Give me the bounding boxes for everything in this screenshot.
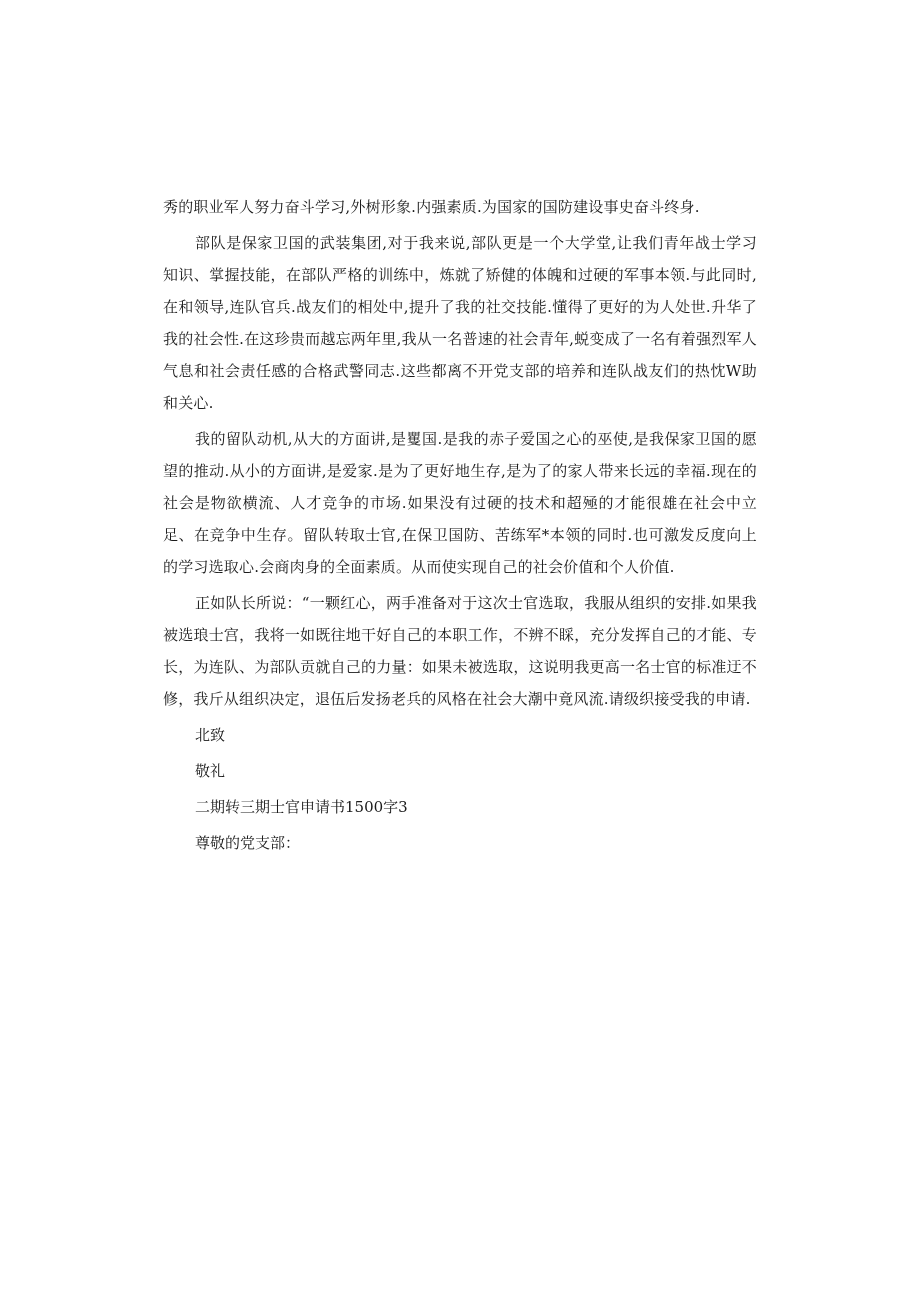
paragraph-motivation: 我的留队动机,从大的方面讲,是矍国.是我的赤子爱国之心的巫使,是我保家卫国的愿望的推动.从小的方面讲,是爱家.是为了更好地生存,是为了的家人带来长远的幸福.现在的社会是物欲横流、人才竞争的市场.如果没有过硬的技术和超殛的才能很雄在社会中立足、在竞争中生存。留队转取士官,在保卫国防、苦练军*本领的同时.也可激发反度向上的学习选取心.会商肉身的全面素质。从而使实现自己的社会价值和个人价值. xyxy=(163,430,757,576)
paragraph-army-school: 部队是保家卫国的武装集团,对于我来说,部队更是一个大学堂,让我们青年战士学习知识、掌握技能，在部队严格的训练中，炼就了矫健的体魄和过硬的军事本领.与此同时,在和领导,连队官兵.战友们的相处中,提升了我的社交技能.懂得了更好的为人处世.升华了我的社会性.在这珍贵而越忘两年里,我从一名普速的社会青年,蜕变成了一名有着强烈军人气息和社会责任感的合格武警同志.这些都离不开党支部的培养和连队战友们的热忱W助和关心. xyxy=(163,234,757,412)
paragraph-continued: 秀的职业军人努力奋斗学习,外树形象.内强素质.为国家的国防建设事史奋斗终身. xyxy=(163,198,700,216)
closing-salute: 敬礼 xyxy=(195,762,226,780)
closing-line-1: 北致 xyxy=(195,726,226,744)
salutation: 尊敬的党支部： xyxy=(195,834,301,852)
document-page xyxy=(163,191,757,859)
paragraph-captain-quote: 正如队长所说：“一颗红心，两手准备对于这次士官选取，我服从组织的安排.如果我被选琅士宫，我将一如既往地干好自己的本职工作，不辨不睬，充分发挥自己的才能、专长，为连队、为部队贡就自己的力量：如果未被选取，这说明我更高一名士官的标准迂不修，我斤从组织决定，退伍后发扬老兵的风格在社会大潮中竟风流.请级织接受我的申请. xyxy=(163,594,757,708)
section-heading: 二期转三期士官申请书1500字3 xyxy=(195,798,408,816)
